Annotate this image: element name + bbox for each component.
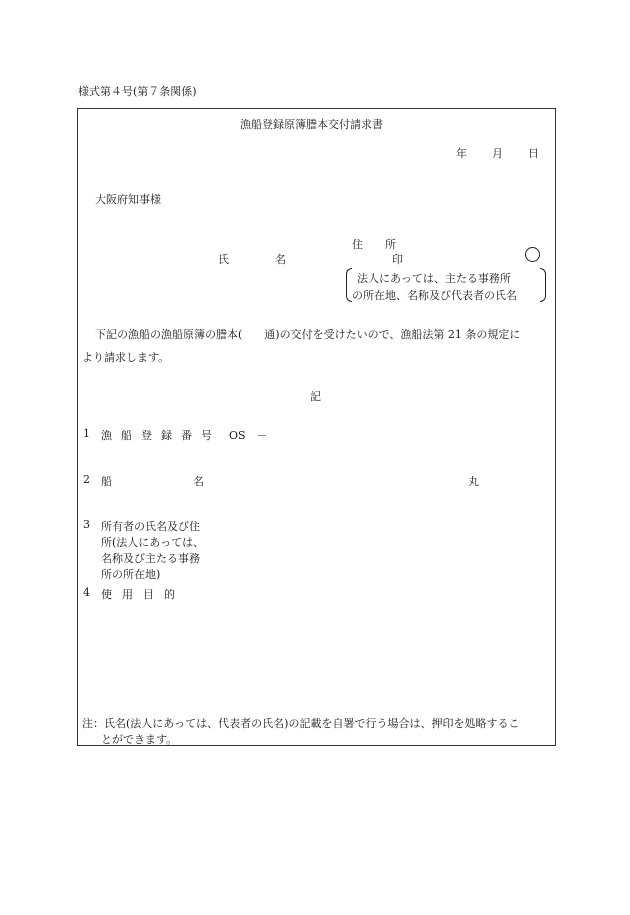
form-number: 様式第４号(第７条関係) [78, 85, 197, 98]
addressee: 大阪府知事様 [95, 193, 161, 206]
date-day: 日 [528, 147, 539, 160]
form-title: 漁船登録原簿謄本交付請求書 [240, 118, 383, 131]
note-line-2: とができます。 [101, 733, 178, 746]
name-label-first: 氏 [218, 253, 229, 266]
body-text-line-2: より請求します。 [82, 351, 170, 364]
date-month: 月 [492, 147, 503, 160]
corporate-note-line-2: の所在地、名称及び代表者の氏名 [352, 289, 517, 302]
item-3-line-1: 所有者の氏名及び住 [101, 520, 200, 533]
item-1-value: OS － [229, 429, 268, 442]
item-1-label: 漁船登録番号 [101, 429, 221, 442]
item-3-line-2: 所(法人にあっては、 [101, 536, 205, 549]
item-3-line-3: 名称及び主たる事務 [101, 552, 200, 565]
body-text-line-1: 下記の漁船の漁船原簿の謄本( 通)の交付を受けたいので、漁船法第 21 条の規定に [95, 328, 521, 341]
item-4-label: 使用目的 [101, 588, 185, 601]
corporate-note-bracket [346, 266, 546, 304]
item-4-number: 4 [83, 586, 90, 599]
seal-label: 印 [392, 253, 403, 266]
item-2-label-1: 船 [101, 475, 112, 488]
date-year: 年 [456, 147, 467, 160]
corporate-note-line-1: 法人にあっては、主たる事務所 [357, 272, 511, 285]
address-label: 住 所 [352, 238, 396, 251]
item-2-number: 2 [83, 473, 90, 486]
note-line-1: 注：氏名(法人にあっては、代表者の氏名)の記載を自署で行う場合は、押印を処略するこ [82, 717, 520, 730]
item-1-number: 1 [83, 427, 90, 440]
item-2-label-2: 名 [193, 475, 204, 488]
item-3-line-4: 所の所在地) [101, 568, 161, 581]
ki-heading: 記 [310, 390, 321, 403]
item-3-number: 3 [83, 518, 90, 531]
seal-circle-icon [525, 247, 540, 262]
item-2-suffix: 丸 [468, 475, 479, 488]
name-label-second: 名 [275, 253, 286, 266]
